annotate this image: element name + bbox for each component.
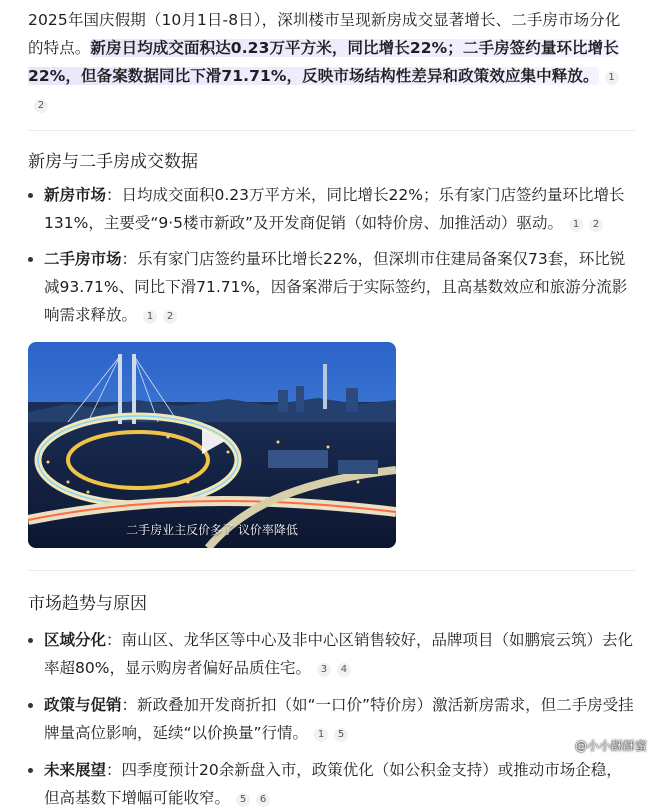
citation-badge[interactable]: 3: [317, 663, 331, 677]
item-text: ：四季度预计20余新盘入市，政策优化（如公积金支持）或推动市场企稳，但高基数下增幅可能收窄。: [44, 761, 622, 807]
list-item: [28, 756, 635, 812]
intro-paragraph: [28, 6, 635, 118]
citation-badge[interactable]: 1: [605, 71, 619, 85]
bullet-list: [28, 626, 635, 812]
citation-badge[interactable]: 2: [163, 310, 177, 324]
citation-badge[interactable]: 1: [143, 310, 157, 324]
list-item: [28, 181, 635, 237]
citation-badge[interactable]: 1: [314, 728, 328, 742]
item-text: ：乐有家门店签约量环比增长22%，但深圳市住建局备案仅73套，环比锐减93.71%、同比下滑71.71%，因备案滞后于实际签约，且高基数效应和旅游分流影响需求释放。: [44, 250, 628, 324]
item-label: 新房市场: [44, 186, 107, 204]
item-text: ：日均成交面积0.23万平方米，同比增长22%；乐有家门店签约量环比增长131%，主要受“9·5楼市新政”及开发商促销（如特价房、加推活动）驱动。: [44, 186, 625, 232]
item-text: ：南山区、龙华区等中心及非中心区销售较好，品牌项目（如鹏宸云筑）去化率超80%，显示购房者偏好品质住宅。: [44, 631, 634, 677]
list-item: [28, 626, 635, 682]
citation-badge[interactable]: 6: [256, 793, 270, 807]
video-caption: 二手房业主反价多了 议价率降低: [126, 523, 298, 537]
item-label: 二手房市场: [44, 250, 122, 268]
watermark: @小小酥酥蜜: [574, 739, 647, 753]
intro-text: 2025年国庆假期（10月1日-8日），深圳楼市呈现新房成交显著增长、二手房市场分化的特点。: [28, 11, 621, 57]
section-heading: 市场趋势与原因: [28, 594, 147, 614]
section-divider: [28, 130, 635, 131]
citation-badge[interactable]: 2: [34, 99, 48, 113]
intro-highlight: 新房日均成交面积达0.23万平方米，同比增长22%；二手房签约量环比增长22%，但备案数据同比下滑71.71%，反映市场结构性差异和政策效应集中释放。: [28, 39, 619, 85]
citation-badge[interactable]: 4: [337, 663, 351, 677]
list-item: [28, 691, 635, 747]
citation-badge[interactable]: 5: [236, 793, 250, 807]
video-card[interactable]: [28, 342, 396, 548]
item-label: 未来展望: [44, 761, 107, 779]
citation-badge[interactable]: 1: [569, 218, 583, 232]
citation-badge[interactable]: 5: [334, 728, 348, 742]
citation-badge[interactable]: 2: [589, 218, 603, 232]
item-label: 政策与促销: [44, 696, 122, 714]
item-text: ：新政叠加开发商折扣（如“一口价”特价房）激活新房需求，但二手房受挂牌量高位影响，延续“以价换量”行情。: [44, 696, 634, 742]
item-label: 区域分化: [44, 631, 107, 649]
section-divider: [28, 570, 635, 571]
list-item: [28, 245, 635, 329]
section-heading: 新房与二手房成交数据: [28, 152, 198, 172]
bullet-list: [28, 181, 635, 329]
play-icon[interactable]: [196, 425, 228, 457]
